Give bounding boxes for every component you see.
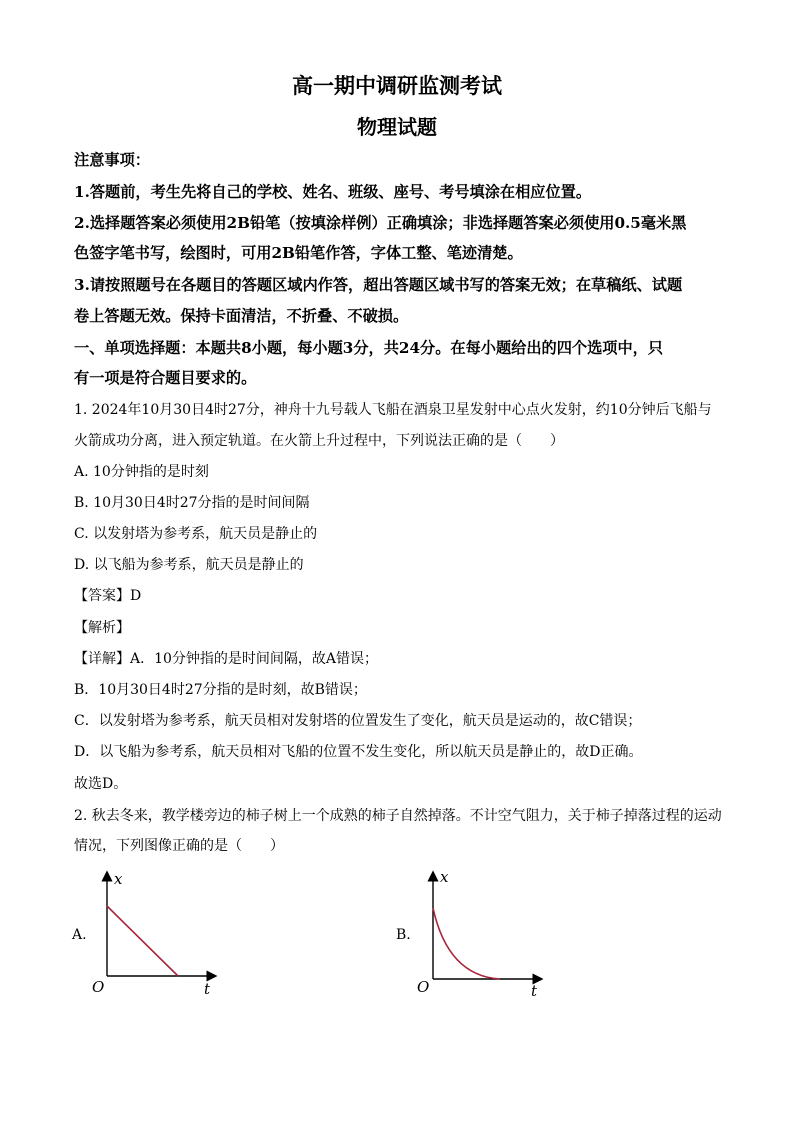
graph-b-x-label: t [531, 982, 538, 1000]
notes-line: 色签字笔书写，绘图时，可用2B铅笔作答，字体工整、笔迹清楚。 [74, 244, 523, 262]
notes-line: 卷上答题无效。保持卡面清洁，不折叠、不破损。 [74, 307, 409, 325]
question-1-conclusion: 故选D。 [74, 776, 128, 792]
question-1-detail: B．10月30日4时27分指的是时刻，故B错误； [74, 682, 367, 698]
question-1-option-a: A. 10分钟指的是时刻 [74, 464, 209, 480]
question-2-stem: 情况，下列图像正确的是（ ） [74, 838, 284, 854]
subject-title: 物理试题 [357, 115, 437, 139]
notes-line: 3.请按照题号在各题目的答题区域内作答，超出答题区域书写的答案无效；在草稿纸、试题 [74, 276, 683, 294]
question-1-option-c: C. 以发射塔为参考系，航天员是静止的 [74, 526, 318, 542]
question-1-detail: D．以飞船为参考系，航天员相对飞船的位置不发生变化，所以航天员是静止的，故D正确。 [74, 744, 643, 760]
exam-title: 高一期中调研监测考试 [292, 73, 502, 98]
question-1-analysis-heading: 【解析】 [74, 620, 130, 636]
graph-a-svg [88, 870, 223, 1000]
question-1-stem: 火箭成功分离，进入预定轨道。在火箭上升过程中，下列说法正确的是（ ） [74, 433, 564, 449]
graph-a-y-label: x [114, 870, 123, 888]
question-1-stem: 1. 2024年10月30日4时27分，神舟十九号载人飞船在酒泉卫星发射中心点火发射，约10分钟后飞船与 [74, 402, 712, 418]
section-heading: 有一项是符合题目要求的。 [74, 369, 257, 387]
notes-line: 2.选择题答案必须使用2B铅笔（按填涂样例）正确填涂；非选择题答案必须使用0.5毫米黑 [74, 214, 687, 232]
graph-b-origin-label: O [417, 978, 430, 996]
notes-heading: 注意事项： [74, 151, 150, 169]
graph-a-curve [107, 906, 178, 976]
graph-b-option-label: B. [396, 927, 411, 943]
graph-a [88, 870, 223, 1000]
question-1-detail: C．以发射塔为参考系，航天员相对发射塔的位置发生了变化，航天员是运动的，故C错误； [74, 713, 642, 729]
notes-line: 1.答题前，考生先将自己的学校、姓名、班级、座号、考号填涂在相应位置。 [74, 183, 592, 201]
graph-b-curve [433, 908, 500, 979]
graph-a-x-label: t [204, 980, 211, 998]
question-1-answer: 【答案】D [74, 588, 142, 604]
graph-b-svg [414, 870, 549, 1000]
question-1-detail: 【详解】A．10分钟指的是时间间隔，故A错误； [74, 651, 379, 667]
graph-a-origin-label: O [92, 978, 105, 996]
question-1-option-b: B. 10月30日4时27分指的是时间间隔 [74, 495, 310, 511]
graph-b [414, 870, 549, 1000]
graph-b-y-label: x [440, 868, 449, 886]
section-heading: 一、单项选择题：本题共8小题，每小题3分，共24分。在每小题给出的四个选项中，只 [74, 339, 664, 357]
graph-a-option-label: A. [72, 927, 87, 943]
question-1-option-d: D. 以飞船为参考系，航天员是静止的 [74, 557, 304, 573]
question-2-stem: 2. 秋去冬来，教学楼旁边的柿子树上一个成熟的柿子自然掉落。不计空气阻力，关于柿子掉落过程的运动 [74, 808, 722, 824]
